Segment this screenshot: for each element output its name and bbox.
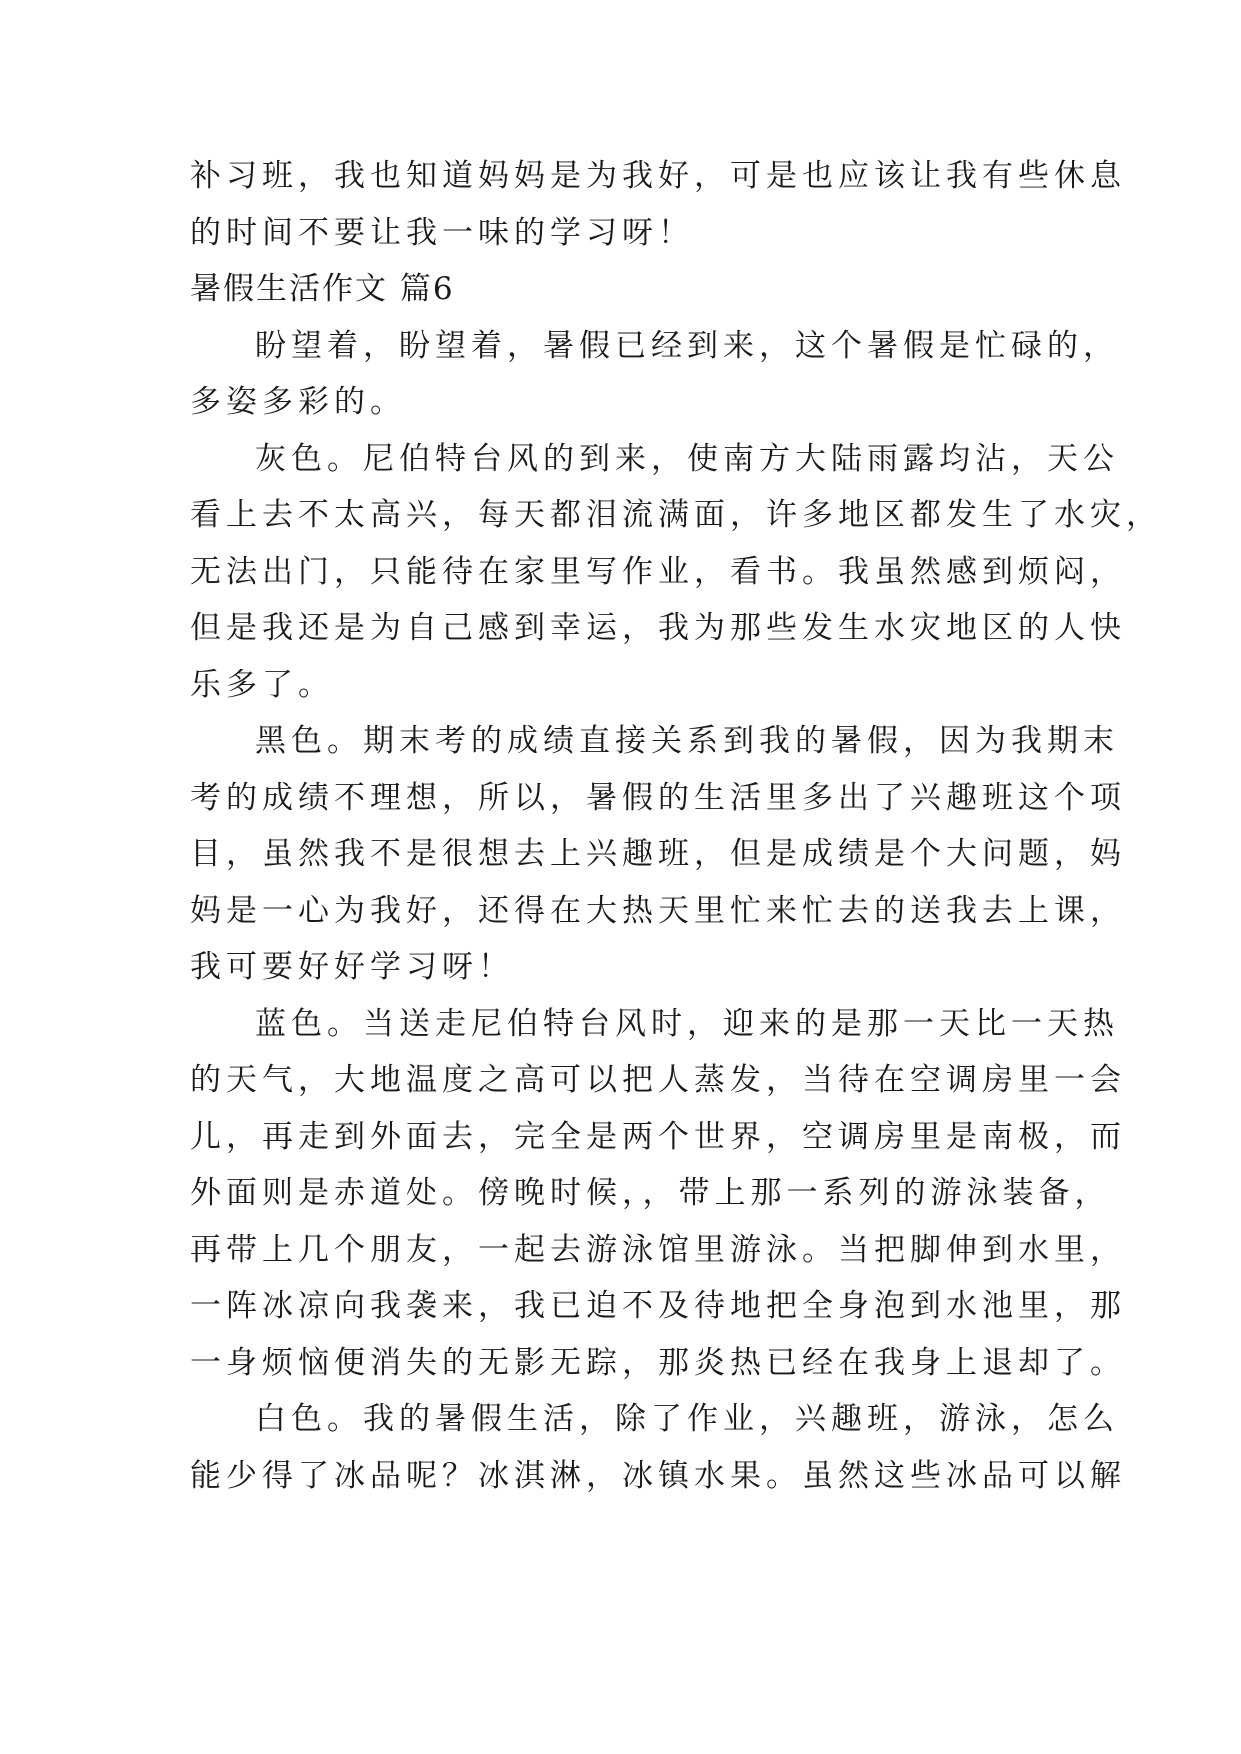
text-line: 能少得了冰品呢？冰淇淋，冰镇水果。虽然这些冰品可以解 [190, 1457, 1126, 1494]
text-line: 乐多了。 [190, 666, 334, 703]
text-line: 但是我还是为自己感到幸运，我为那些发生水灾地区的人快 [190, 610, 1126, 646]
text-line: 外面则是赤道处。傍晚时候，，带上那一系列的游泳装备， [190, 1175, 1111, 1211]
text-line: 目，虽然我不是很想去上兴趣班，但是成绩是个大问题，妈 [190, 836, 1126, 872]
text-line: 多姿多彩的。 [190, 384, 406, 420]
text-line: 一身烦恼便消失的无影无踪，那炎热已经在我身上退却了。 [190, 1344, 1126, 1381]
text-line: 白色。我的暑假生活，除了作业，兴趣班，游泳，怎么 [255, 1401, 1119, 1437]
text-line: 补习班，我也知道妈妈是为我好，可是也应该让我有些休息 [190, 158, 1126, 194]
text-line: 灰色。尼伯特台风的到来，使南方大陆雨露均沾，天公 [255, 440, 1119, 477]
text-line: 儿，再走到外面去，完全是两个世界，空调房里是南极，而 [190, 1118, 1126, 1155]
text-line: 看上去不太高兴，每天都泪流满面，许多地区都发生了水灾， [190, 497, 1162, 533]
text-line: 妈是一心为我好，还得在大热天里忙来忙去的送我去上课， [190, 892, 1126, 929]
body-text [190, 148, 1162, 1504]
text-line: 我可要好好学习呀！ [190, 949, 514, 985]
section-heading: 暑假生活作文 篇6 [190, 271, 455, 307]
text-line: 蓝色。当送走尼伯特台风时，迎来的是那一天比一天热 [255, 1005, 1119, 1042]
text-line: 盼望着，盼望着，暑假已经到来，这个暑假是忙碌的， [255, 327, 1119, 364]
text-line: 的时间不要让我一味的学习呀！ [190, 214, 694, 251]
text-line: 黑色。期末考的成绩直接关系到我的暑假，因为我期末 [255, 723, 1119, 759]
text-line: 的天气，大地温度之高可以把人蒸发，当待在空调房里一会 [190, 1062, 1126, 1098]
text-line: 考的成绩不理想，所以，暑假的生活里多出了兴趣班这个项 [190, 779, 1126, 816]
text-line: 再带上几个朋友，一起去游泳馆里游泳。当把脚伸到水里， [190, 1231, 1126, 1268]
text-line: 无法出门，只能待在家里写作业，看书。我虽然感到烦闷， [190, 553, 1126, 590]
text-line: 一阵冰凉向我袭来，我已迫不及待地把全身泡到水池里，那 [190, 1288, 1126, 1324]
